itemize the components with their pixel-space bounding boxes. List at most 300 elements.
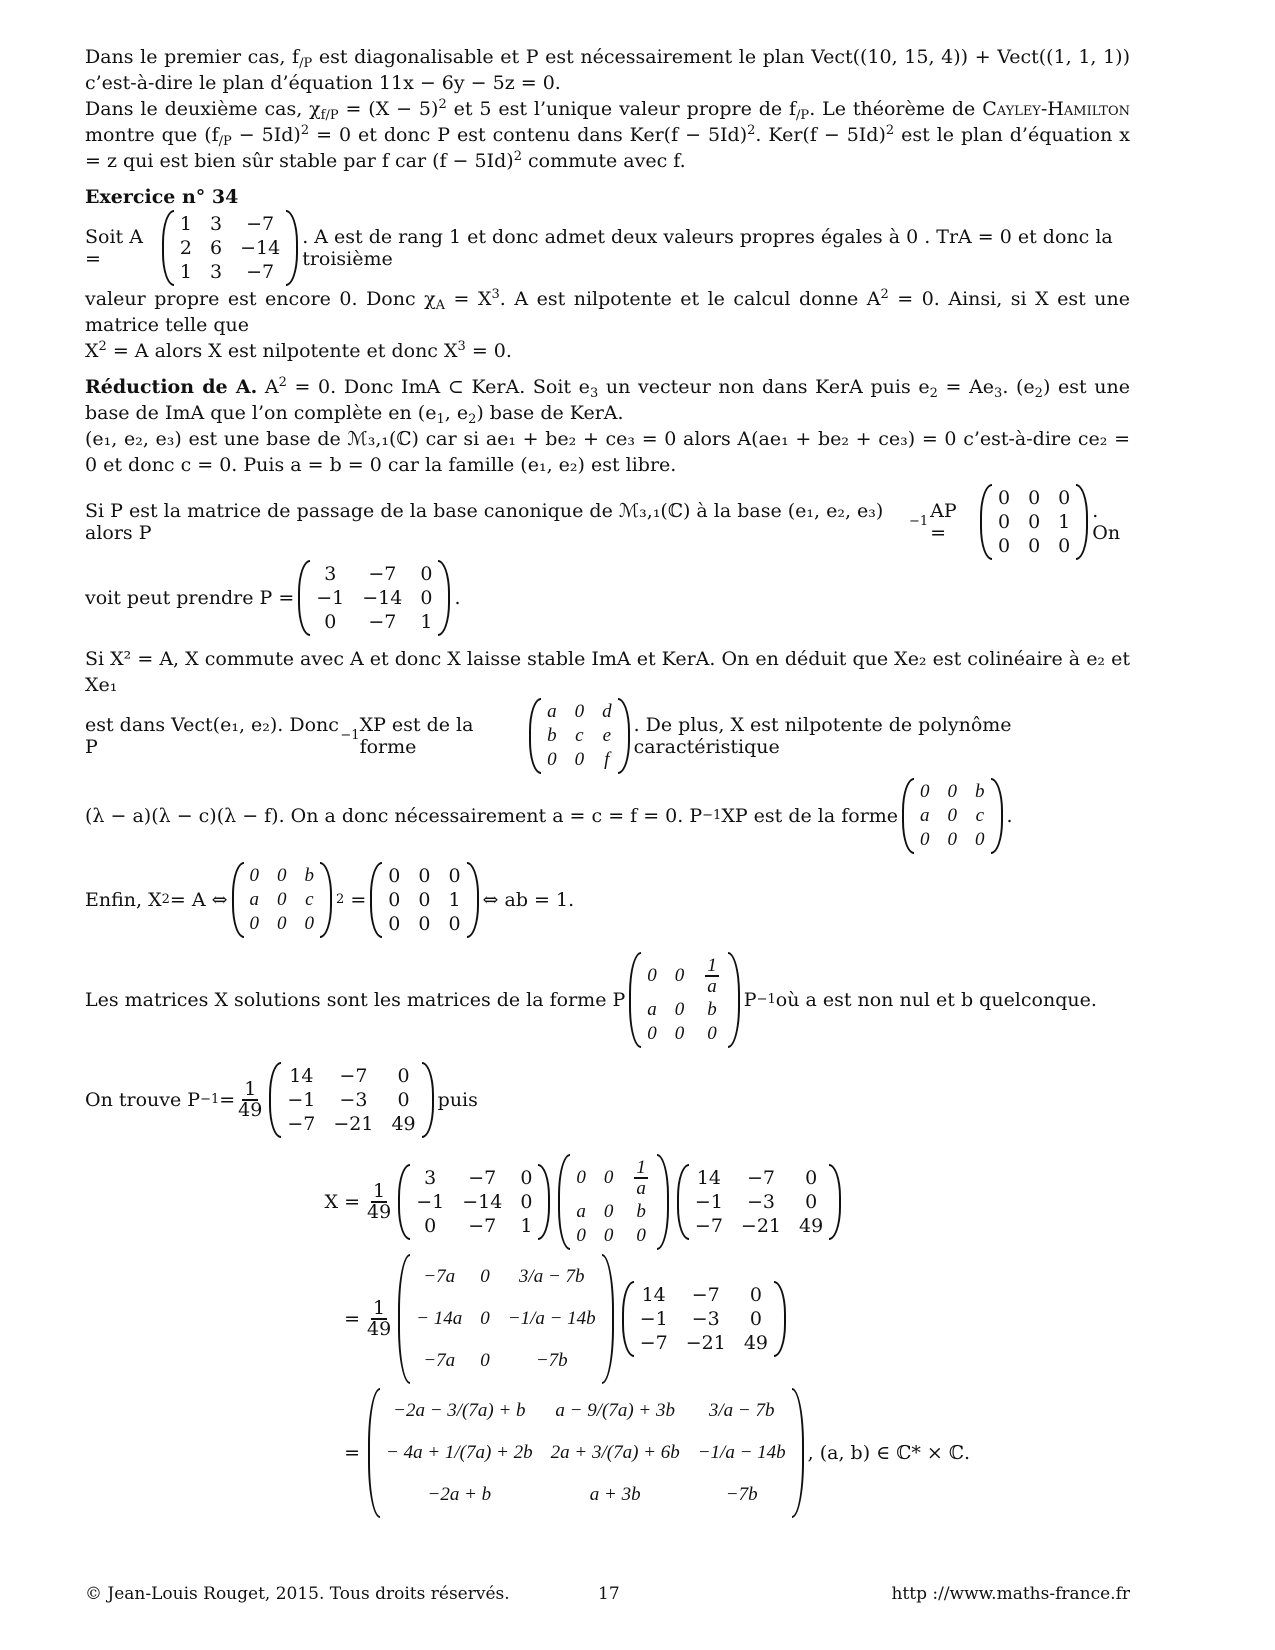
cell: 14: [289, 1065, 314, 1087]
cell: −7b: [725, 1484, 758, 1505]
right-paren: [792, 1388, 804, 1518]
superscript: 2: [278, 375, 287, 390]
final-computation: [290, 1154, 1130, 1518]
cell: 1: [179, 261, 192, 283]
cell: −7: [368, 563, 397, 585]
text: On trouve P: [85, 1089, 201, 1111]
cell: c: [305, 889, 314, 910]
text: ⇔ ab = 1.: [482, 889, 575, 911]
text: = 0 et donc P est contenu dans Ker(f − 5Id): [309, 124, 748, 146]
text: =: [344, 1442, 360, 1464]
matrix-intermediate: [398, 1254, 614, 1384]
text: , e: [444, 402, 469, 424]
cell: 0: [418, 913, 431, 935]
matrix-P-inverse: [269, 1062, 433, 1138]
superscript: 2: [98, 339, 107, 354]
cell: 0: [997, 535, 1011, 557]
cell: − 4a + 1/(7a) + 2b: [386, 1442, 533, 1463]
text: =: [219, 1089, 236, 1111]
cell: a: [249, 889, 260, 910]
text: voit peut prendre P =: [85, 587, 295, 609]
subscript: 1: [436, 412, 445, 427]
matrix-grid: [382, 862, 466, 938]
reduction-paragraph-2: (e₁, e₂, e₃) est une base de ℳ₃,₁(ℂ) car si ae₁ + be₂ + ce₃ = 0 alors A(ae₁ + be₂ + ce₃) = 0 c’est-à-dire ce₂ = 0 et donc c = 0. Puis a = b = 0 car la famille (e₁, e₂) est libre.: [85, 428, 1130, 476]
right-paren: [728, 952, 740, 1048]
cell: −1/a − 14b: [697, 1442, 786, 1463]
cell: 0: [749, 1308, 762, 1330]
cell: 14: [696, 1167, 721, 1189]
cell: 0: [576, 1225, 586, 1246]
cell: 0: [947, 805, 958, 826]
matrix-P-inv-A-P: [980, 484, 1088, 560]
text: . Ker(f − 5Id): [755, 124, 886, 146]
cell: 0: [249, 865, 260, 886]
cell: 0: [418, 889, 431, 911]
text: Les matrices X solutions sont les matrices de la forme P: [85, 989, 626, 1011]
matrix-result: [370, 862, 478, 938]
spacer: [85, 364, 1130, 374]
matrix-A: [162, 210, 298, 286]
cell: −7: [287, 1113, 316, 1135]
cell: 3/a − 7b: [708, 1400, 775, 1421]
cell: 0: [420, 563, 433, 585]
cell: 0: [277, 865, 287, 886]
cell: c: [575, 725, 584, 746]
subscript: 3: [589, 386, 599, 401]
subscript: 2: [468, 412, 477, 427]
reduction-paragraph-1: [85, 374, 1130, 426]
spacer: [85, 636, 1130, 646]
left-paren: [558, 1154, 570, 1250]
cell: 0: [574, 749, 585, 770]
matrix-grid: [992, 484, 1076, 560]
cell: 0: [674, 965, 685, 986]
exercise-paragraph: [85, 286, 1130, 364]
text: . De plus, X est nilpotente de polynôme caractéristique: [633, 714, 1012, 758]
cell: 0: [603, 1167, 614, 1188]
equation-row-1: [290, 1154, 1130, 1250]
cell: b: [547, 725, 557, 746]
cell: 2a + 3/(7a) + 6b: [550, 1442, 680, 1463]
cell: 0: [1028, 535, 1041, 557]
matrix-A-line: [85, 210, 1130, 286]
cell: 0: [603, 1225, 614, 1246]
cell: 1: [520, 1215, 533, 1237]
equation-row-3: [290, 1388, 1130, 1518]
cell: −3: [746, 1191, 775, 1213]
matrix-grid: [641, 952, 728, 1048]
cell: −7b: [535, 1350, 568, 1371]
text: Dans le premier cas, f: [85, 46, 300, 68]
right-paren: [286, 210, 298, 286]
cell: 0: [418, 865, 431, 887]
right-paren: [602, 1254, 614, 1384]
solutions-line: Les matrices X solutions sont les matrices de la forme P 0 0 $\frac{1}{a}$ a 0 b 0 0 0 P −1 où a est non nul et b quelconque.: [85, 952, 1130, 1048]
cell: −1: [287, 1089, 316, 1111]
matrix-grid: [310, 560, 438, 636]
cell: 0: [277, 913, 287, 934]
cell: −21: [740, 1215, 782, 1237]
cell: 0: [1028, 487, 1041, 509]
commute-form-line: est dans Vect(e₁, e₂). Donc P −1 XP est de la forme a 0 d b c e 0 0 f . De plus, X est nilpotente de polynôme caractéristique: [85, 698, 1130, 774]
cell: 1: [179, 213, 192, 235]
numerator: 1: [373, 1297, 386, 1319]
cell: 0: [388, 913, 401, 935]
cell: 0: [277, 889, 287, 910]
cell: −14: [240, 237, 281, 259]
matrix-solution-form: [629, 952, 740, 1048]
cell: 0: [920, 829, 930, 850]
text: X: [85, 340, 99, 362]
text: où a est non nul et b quelconque.: [775, 989, 1097, 1011]
cell: 0: [388, 865, 401, 887]
denominator: 49: [367, 1318, 392, 1340]
denominator: a: [636, 1178, 646, 1199]
matrix-grid: [634, 1281, 774, 1357]
text: = Ae: [937, 376, 995, 398]
text: = X: [445, 288, 492, 310]
superscript: 2: [300, 123, 310, 138]
left-paren: [980, 484, 992, 560]
cell: f: [604, 749, 610, 770]
right-paren: [422, 1062, 434, 1138]
cell: 0: [424, 1215, 437, 1237]
text: = 0. Donc ImA ⊂ KerA. Soit e: [286, 376, 590, 398]
cell: 0: [547, 749, 557, 770]
cell: 0: [304, 913, 315, 934]
cell: −7: [246, 213, 275, 235]
cell: 0: [805, 1191, 818, 1213]
cell: 0: [647, 1023, 657, 1044]
matrix-X-result: [368, 1388, 804, 1518]
right-paren: [467, 862, 479, 938]
text: et 5 est l’unique valeur propre de f: [446, 98, 797, 120]
matrix-form-1: [529, 698, 630, 774]
matrix-grid: [410, 1164, 538, 1240]
cell: −7: [368, 611, 397, 633]
text: − 5Id): [231, 124, 301, 146]
text: Soit A =: [85, 226, 143, 270]
cell: 3: [210, 261, 223, 283]
cell: −2a + b: [427, 1484, 492, 1505]
fraction: [367, 1299, 391, 1339]
cell: 0: [480, 1308, 490, 1329]
denominator: 49: [367, 1201, 392, 1223]
subscript: /P: [796, 108, 810, 123]
text: ) base de KerA.: [476, 402, 624, 424]
left-paren: [269, 1062, 281, 1138]
matrix-grid: [689, 1164, 829, 1240]
cell: 0: [388, 889, 401, 911]
cell: −21: [685, 1332, 726, 1354]
matrix-form-2: [902, 778, 1003, 854]
right-paren: [320, 862, 332, 938]
cell: 0: [805, 1167, 818, 1189]
subscript: /P: [299, 56, 313, 71]
matrix-grid: [410, 1254, 602, 1384]
superscript: 2: [513, 149, 522, 164]
left-paren: [629, 952, 641, 1048]
matrix-solution-form: [558, 1154, 669, 1250]
cell: 49: [391, 1113, 416, 1135]
text: est diagonalisable et P est nécessairement le plan Vect((10, 15, 4)) + Vect((1, 1, 1)) c’est-à-dire le plan d’équation 11x − 6y − 5z = 0.: [85, 46, 1130, 94]
text: = (X − 5): [338, 98, 439, 120]
text: =: [350, 889, 367, 911]
cell: 0: [448, 913, 461, 935]
matrix-X-form: [232, 862, 333, 938]
cell: c: [975, 805, 985, 826]
intro-paragraph-1: [85, 44, 1130, 96]
cell: 0: [397, 1089, 410, 1111]
cell: −14: [362, 587, 403, 609]
left-paren: [370, 862, 382, 938]
passage-matrix-line: Si P est la matrice de passage de la base canonique de ℳ₃,₁(ℂ) à la base (e₁, e₂, e₃) alors P −1 AP = 0 0 0 0 0 1 0 0 0 . On: [85, 484, 1130, 560]
p-inverse-line: On trouve P −1 = $\frac{1}{49}$ 14 −7 0 −1 −3 0 −7 −21 49 puis: [85, 1062, 1130, 1138]
cell: a: [920, 805, 930, 826]
cell: −1: [639, 1308, 668, 1330]
cell: 0: [1058, 487, 1071, 509]
cell: 0: [480, 1350, 490, 1371]
numerator: 1: [636, 1157, 646, 1178]
text: ) est une base de ImA que l’on complète en (e: [85, 376, 1130, 424]
right-paren: [438, 560, 450, 636]
cell: d: [602, 701, 612, 722]
matrix-grid: [380, 1388, 792, 1518]
cell: 0: [249, 913, 260, 934]
text: = 0. Ainsi, si X est une matrice telle que: [85, 288, 1130, 336]
cell: b: [636, 1201, 646, 1222]
cell: −7: [691, 1284, 720, 1306]
cell: −21: [333, 1113, 374, 1135]
cell: 2: [179, 237, 192, 259]
left-paren: [232, 862, 244, 938]
text: =: [344, 1308, 360, 1330]
commute-form-line-2: (λ − a)(λ − c)(λ − f). On a donc nécessairement a = c = f = 0. P −1 XP est de la forme 0 0 b a 0 c 0 0 0 .: [85, 778, 1130, 854]
cell: 1: [1058, 511, 1071, 533]
cell: 0: [997, 487, 1011, 509]
cell: −7: [339, 1065, 368, 1087]
cell: 0: [480, 1266, 490, 1287]
numerator: 1: [707, 955, 717, 976]
cell: 0: [324, 611, 337, 633]
text: = 0.: [465, 340, 512, 362]
subscript: 2: [929, 386, 938, 401]
text: = A alors X est nilpotente et donc X: [106, 340, 458, 362]
cell: 0: [448, 865, 461, 887]
fraction: [705, 956, 719, 996]
superscript: 2: [885, 123, 895, 138]
denominator: a: [707, 976, 717, 997]
matrix-grid: [914, 778, 991, 854]
fraction: [634, 1158, 648, 1198]
matrix-grid: [281, 1062, 421, 1138]
cell: 0: [920, 781, 930, 802]
cell: −1: [316, 587, 345, 609]
exercise-title: Exercice n° 34: [85, 186, 239, 208]
website-link[interactable]: http ://www.maths-france.fr: [891, 1584, 1130, 1604]
right-paren: [1076, 484, 1088, 560]
cell: 3/a − 7b: [518, 1266, 585, 1287]
matrix-grid: [244, 862, 321, 938]
cell: −3: [339, 1089, 368, 1111]
text: . (e: [1002, 376, 1035, 398]
superscript: 2: [747, 123, 756, 138]
cell: 0: [674, 1023, 685, 1044]
cell: 0: [576, 1167, 586, 1188]
right-paren: [657, 1154, 669, 1250]
cell: 0: [420, 587, 433, 609]
cell: 0: [947, 781, 958, 802]
cell: 0: [749, 1284, 762, 1306]
right-paren: [829, 1164, 841, 1240]
document-page: [85, 44, 1130, 1522]
cell: 0: [520, 1167, 533, 1189]
cell: a: [576, 1201, 586, 1222]
matrix-P: [398, 1164, 550, 1240]
text: puis: [437, 1089, 478, 1111]
text: A: [257, 376, 279, 398]
text: commute avec f.: [521, 150, 686, 172]
numerator: 1: [373, 1180, 386, 1202]
subscript: /P: [218, 134, 232, 149]
cell: −3: [691, 1308, 720, 1330]
cell: b: [975, 781, 985, 802]
cell: −7a: [423, 1266, 456, 1287]
text: P: [743, 989, 757, 1011]
superscript: 3: [491, 287, 500, 302]
subscript: f/P: [320, 108, 339, 123]
page-number: 17: [598, 1584, 620, 1604]
spacer: [85, 174, 1130, 184]
text: XP est de la forme: [359, 714, 474, 758]
left-paren: [677, 1164, 689, 1240]
cell: 0: [707, 1023, 717, 1044]
left-paren: [529, 698, 541, 774]
cell: 49: [743, 1332, 768, 1354]
text: Enfin, X: [85, 889, 162, 911]
left-paren: [622, 1281, 634, 1357]
matrix-grid: [570, 1154, 657, 1250]
cell: −7: [468, 1215, 497, 1237]
cell: −14: [462, 1191, 503, 1213]
commute-paragraph: Si X² = A, X commute avec A et donc X laisse stable ImA et KerA. On en déduit que Xe₂ est colinéaire à e₂ et Xe₁: [85, 648, 1130, 696]
cell: e: [602, 725, 612, 746]
text: = A ⇔: [169, 889, 228, 911]
left-paren: [902, 778, 914, 854]
right-paren: [774, 1281, 786, 1357]
enfin-line: Enfin, X 2 = A ⇔ 0 0 b a 0 c 0 0 0 2 = 0 0 0 0 0 1 0 0 0 ⇔ ab = 1.: [85, 862, 1130, 938]
text: .: [454, 587, 461, 609]
denominator: 49: [238, 1099, 263, 1121]
right-paren: [538, 1164, 550, 1240]
subscript: 2: [1034, 386, 1043, 401]
cell: b: [304, 865, 315, 886]
section-heading: Réduction de A.: [85, 376, 258, 398]
cell: 3: [210, 213, 223, 235]
cell: a: [547, 701, 557, 722]
cell: 0: [647, 965, 657, 986]
matrix-P-inverse: [677, 1164, 841, 1240]
superscript: 2: [880, 287, 889, 302]
text: .: [1006, 805, 1013, 827]
page-footer: [85, 1584, 1130, 1604]
cell: a − 9/(7a) + 3b: [555, 1400, 675, 1421]
text: est dans Vect(e₁, e₂). Donc P: [85, 714, 339, 758]
intro-paragraph-2: [85, 96, 1130, 174]
fraction: [367, 1182, 391, 1222]
left-paren: [162, 210, 174, 286]
cell: 0: [997, 511, 1011, 533]
cell: b: [707, 999, 717, 1020]
right-paren: [991, 778, 1003, 854]
cell: 6: [210, 237, 223, 259]
text: . On: [1092, 500, 1121, 544]
text: Si P est la matrice de passage de la base canonique de ℳ₃,₁(ℂ) à la base (e₁, e₂, e₃) alors P: [85, 500, 884, 544]
text: valeur propre est encore 0. Donc χ: [85, 288, 436, 310]
right-paren: [618, 698, 630, 774]
cell: −7: [468, 1167, 497, 1189]
superscript: 2: [438, 97, 447, 112]
subscript: A: [435, 298, 446, 313]
left-paren: [398, 1164, 410, 1240]
text: AP =: [930, 500, 957, 544]
cell: 3: [324, 563, 337, 585]
text: , (a, b) ∈ ℂ* × ℂ.: [807, 1442, 971, 1464]
cell: 0: [1028, 511, 1041, 533]
cell: 0: [674, 999, 685, 1020]
cell: −7: [246, 261, 275, 283]
matrix-P-inverse: [622, 1281, 786, 1357]
text: . Le théorème de: [809, 98, 983, 120]
text: est le plan d’équation x = z qui est bien sûr stable par f car (f − 5Id): [85, 124, 1130, 172]
cell: 14: [641, 1284, 666, 1306]
copyright: © Jean-Louis Rouget, 2015. Tous droits réservés.: [85, 1584, 510, 1604]
theorem-name: Cayley-Hamilton: [982, 98, 1130, 120]
cell: −7: [639, 1332, 668, 1354]
matrix-grid: [174, 210, 286, 286]
cell: 0: [636, 1225, 646, 1246]
cell: a + 3b: [589, 1484, 641, 1505]
cell: 0: [574, 701, 585, 722]
equation-row-2: [290, 1254, 1130, 1384]
cell: −7: [746, 1167, 775, 1189]
cell: 0: [603, 1201, 614, 1222]
cell: −1/a − 14b: [507, 1308, 596, 1329]
cell: 1: [420, 611, 433, 633]
text: . A est nilpotente et le calcul donne A: [499, 288, 881, 310]
cell: 1: [448, 889, 461, 911]
cell: −2a − 3/(7a) + b: [393, 1400, 526, 1421]
text: . A est de rang 1 et donc admet deux valeurs propres égales à 0 . TrA = 0 et donc la troisième: [302, 226, 1113, 270]
superscript: 3: [457, 339, 466, 354]
cell: a: [647, 999, 657, 1020]
cell: −7a: [423, 1350, 456, 1371]
left-paren: [298, 560, 310, 636]
fraction: [238, 1080, 262, 1120]
cell: − 14a: [416, 1308, 463, 1329]
cell: 49: [799, 1215, 824, 1237]
cell: 0: [975, 829, 985, 850]
cell: 0: [1058, 535, 1071, 557]
subscript: 3: [994, 386, 1003, 401]
text: un vecteur non dans KerA puis e: [598, 376, 930, 398]
matrix-P-line: [85, 560, 1130, 636]
left-paren: [368, 1388, 380, 1518]
cell: −1: [416, 1191, 445, 1213]
text: XP est de la forme: [721, 805, 899, 827]
left-paren: [398, 1254, 410, 1384]
matrix-grid: [541, 698, 618, 774]
